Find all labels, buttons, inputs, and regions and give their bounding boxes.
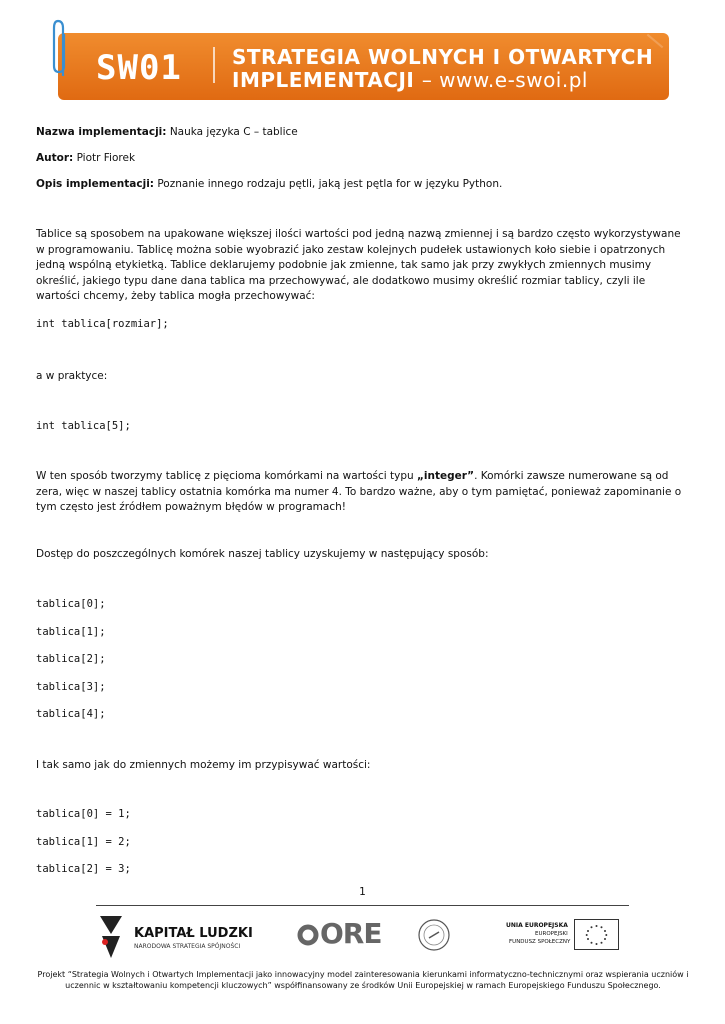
code-access-line: tablica[3]; xyxy=(36,681,106,693)
kl-subtitle: NARODOWA STRATEGIA SPÓJNOŚCI xyxy=(134,943,241,950)
ue-line2: EUROPEJSKI xyxy=(535,931,568,937)
header-url: – www.e-swoi.pl xyxy=(421,68,588,92)
code-assign-line: tablica[1] = 2; xyxy=(36,836,131,848)
ue-line1: UNIA EUROPEJSKA xyxy=(506,922,568,929)
impl-author xyxy=(36,151,135,167)
para3-before: W ten sposób tworzymy tablicę z pięcioma komórkami na wartości typu xyxy=(36,470,418,482)
kapital-ludzki-logo-icon xyxy=(96,914,126,960)
kl-title: KAPITAŁ LUDZKI xyxy=(134,926,253,941)
paragraph-explanation xyxy=(36,469,690,516)
paragraph-practice: a w praktyce: xyxy=(36,370,108,382)
paperclip-icon xyxy=(52,18,74,78)
header-divider xyxy=(213,47,215,83)
ore-circle-icon xyxy=(297,923,319,947)
code-assign-line: tablica[0] = 1; xyxy=(36,808,131,820)
code-access-line: tablica[0]; xyxy=(36,598,106,610)
paragraph-intro: Tablice są sposobem na upakowane większej ilości wartości pod jedną nazwą zmiennej i są bardzo często wykorzystywane w programowaniu. Tablicę można sobie wyobrazić jako zestaw kolejnych pudełek ustawionych koło siebie i opatrzonych jedną wspólną etykietką. Tablice deklarujemy podobnie jak zmienne, tak samo jak przy zwykłych zmiennych musimy określić, jakiego typu dane dana tablica ma przechowywać, ale dodatkowo musimy określić rozmiar tablicy, czyli ile wartości chcemy, żeby tablica mogła przechowywać: xyxy=(36,228,681,302)
footer-logos xyxy=(0,912,725,962)
footer-text: Projekt “Strategia Wolnych i Otwartych Implementacji jako innowacyjny model zainteresowania kierunkami informatyczno-technicznymi oraz wspierania uczniów i uczennic w kształtowaniu kompetencji kluczowych” współfinansowany ze środków Unii Europejskiej w ramach Europejskiego Funduszu Społecznego. xyxy=(37,970,689,990)
header-title-line2 xyxy=(232,68,588,92)
paragraph-access: Dostęp do poszczególnych komórek naszej tablicy uzyskujemy w następujący sposób: xyxy=(36,548,489,560)
code-assign-line: tablica[2] = 3; xyxy=(36,863,131,875)
impl-name-label: Nazwa implementacji: xyxy=(36,126,167,138)
impl-desc-label: Opis implementacji: xyxy=(36,178,154,190)
code-access-line: tablica[2]; xyxy=(36,653,106,665)
impl-name-value: Nauka języka C – tablice xyxy=(169,126,298,138)
header-title-line1: STRATEGIA WOLNYCH I OTWARTYCH xyxy=(232,45,654,69)
page-number: 1 xyxy=(359,886,366,898)
logo-text: SW01 xyxy=(96,48,182,88)
ue-line3: FUNDUSZ SPOŁECZNY xyxy=(509,939,571,945)
code-access-line: tablica[4]; xyxy=(36,708,106,720)
impl-description xyxy=(36,177,502,193)
code-example: int tablica[5]; xyxy=(36,420,131,432)
code-access-line: tablica[1]; xyxy=(36,626,106,638)
para3-after: . Komórki zawsze numerowane są od zera, więc w naszej tablicy ostatnia komórka ma numer 4. To bardzo ważne, aby o tym pamiętać, ponieważ zapominanie o tym często jest źródłem poważnym błędów w programach! xyxy=(36,470,682,513)
paragraph-assign: I tak samo jak do zmiennych możemy im przypisywać wartości: xyxy=(36,759,371,771)
footer-rule xyxy=(96,905,629,906)
impl-desc-value: Poznanie innego rodzaju pętli, jaką jest pętla for w języku Python. xyxy=(157,178,503,190)
impl-author-label: Autor: xyxy=(36,152,74,164)
code-declaration: int tablica[rozmiar]; xyxy=(36,318,169,330)
ore-logo-text: ORE xyxy=(320,917,382,950)
header-title-main: IMPLEMENTACJI xyxy=(232,68,415,92)
impl-author-value: Piotr Fiorek xyxy=(76,152,136,164)
impl-name xyxy=(36,125,298,141)
eu-flag-icon xyxy=(574,919,619,950)
seal-logo-icon xyxy=(417,918,451,952)
para3-bold: „integer” xyxy=(417,470,475,482)
